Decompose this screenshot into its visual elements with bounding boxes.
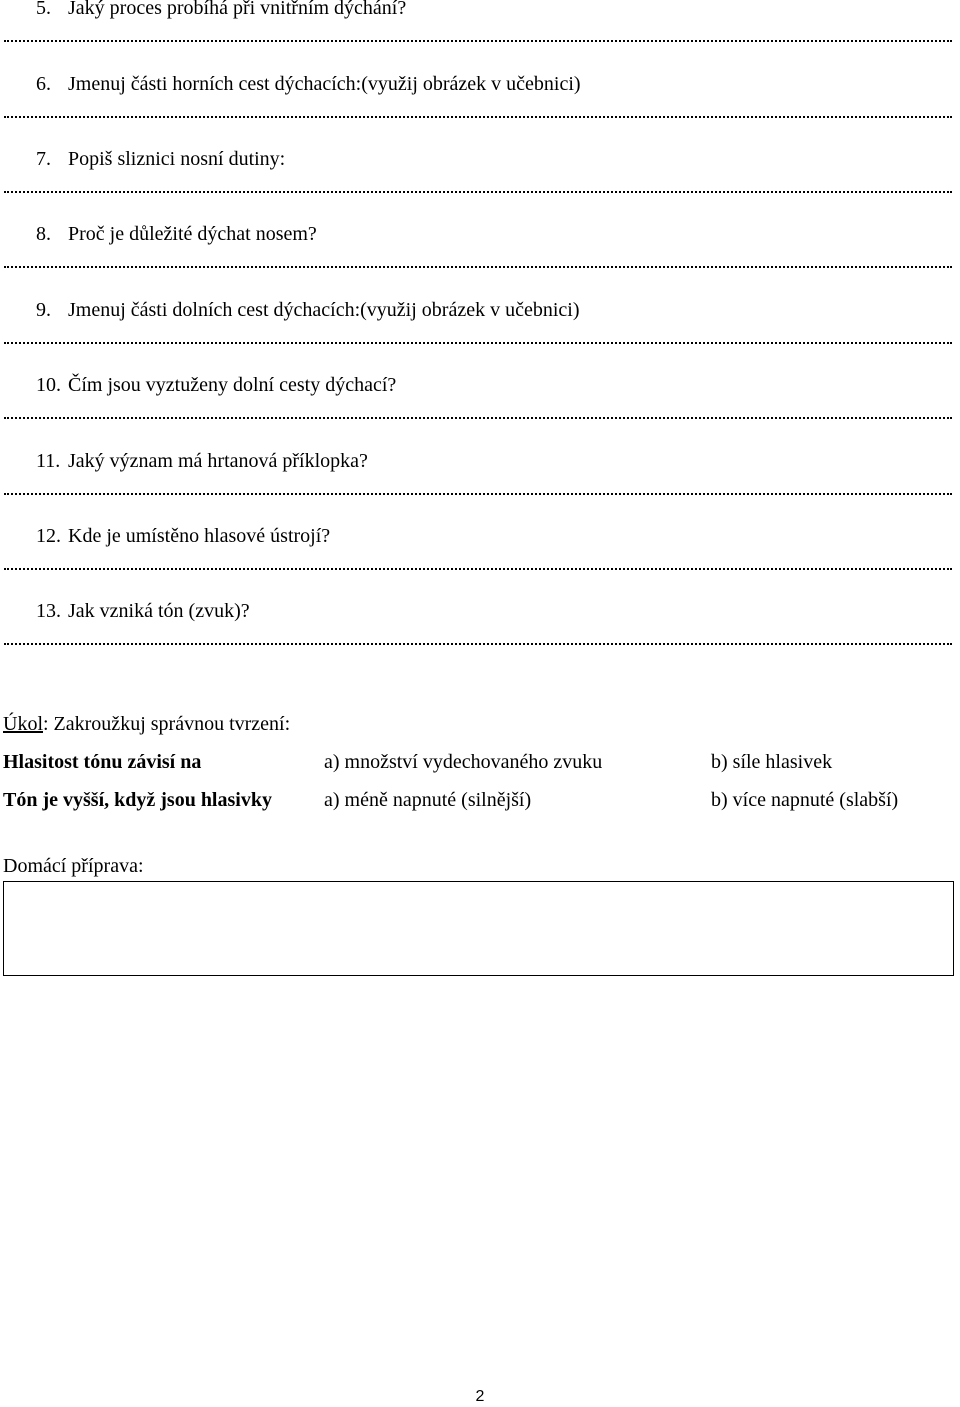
question-9 bbox=[0, 298, 960, 373]
task-option-b[interactable]: b) síle hlasivek bbox=[711, 751, 833, 773]
question-label: Jaký význam má hrtanová příklopka? bbox=[68, 450, 368, 472]
question-8 bbox=[0, 222, 960, 297]
question-6 bbox=[0, 72, 960, 147]
answer-line[interactable] bbox=[4, 483, 952, 495]
question-number: 6. bbox=[36, 73, 51, 95]
question-label: Kde je umístěno hlasové ústrojí? bbox=[68, 525, 331, 547]
question-label: Jaký proces probíhá při vnitřním dýchání? bbox=[68, 0, 407, 19]
question-label: Proč je důležité dýchat nosem? bbox=[68, 223, 317, 245]
question-13 bbox=[0, 599, 960, 674]
question-label: Čím jsou vyztuženy dolní cesty dýchací? bbox=[68, 374, 397, 396]
question-label: Jak vzniká tón (zvuk)? bbox=[68, 600, 250, 622]
question-text bbox=[36, 373, 396, 397]
answer-line[interactable] bbox=[4, 30, 952, 42]
question-text bbox=[36, 0, 406, 20]
question-label: Jmenuj části horních cest dýchacích:(využij obrázek v učebnici) bbox=[68, 73, 581, 95]
question-text bbox=[36, 298, 579, 322]
homework-label: Domácí příprava: bbox=[3, 855, 144, 877]
question-text bbox=[36, 449, 368, 473]
question-number: 10. bbox=[36, 374, 61, 396]
task-statement: Tón je vyšší, když jsou hlasivky bbox=[3, 789, 272, 811]
question-text bbox=[36, 222, 317, 246]
task-label-instruction: : Zakroužkuj správnou tvrzení: bbox=[43, 713, 291, 735]
task-option-b[interactable]: b) více napnuté (slabší) bbox=[711, 789, 899, 811]
question-text bbox=[36, 72, 581, 96]
question-7 bbox=[0, 147, 960, 222]
task-label bbox=[3, 712, 290, 736]
question-number: 7. bbox=[36, 148, 51, 170]
question-number: 5. bbox=[36, 0, 51, 19]
answer-line[interactable] bbox=[4, 256, 952, 268]
answer-line[interactable] bbox=[4, 106, 952, 118]
page-number: 2 bbox=[475, 1388, 485, 1405]
question-10 bbox=[0, 373, 960, 448]
task-statement: Hlasitost tónu závisí na bbox=[3, 751, 202, 773]
answer-line[interactable] bbox=[4, 332, 952, 344]
homework-box[interactable] bbox=[3, 881, 954, 976]
question-text bbox=[36, 147, 285, 171]
question-number: 12. bbox=[36, 525, 61, 547]
question-12 bbox=[0, 524, 960, 599]
answer-line[interactable] bbox=[4, 407, 952, 419]
question-number: 13. bbox=[36, 600, 61, 622]
task-option-a[interactable]: a) množství vydechovaného zvuku bbox=[324, 751, 603, 773]
answer-line[interactable] bbox=[4, 558, 952, 570]
task-row bbox=[0, 788, 960, 816]
task-label-keyword: Úkol bbox=[3, 713, 43, 735]
task-row bbox=[0, 750, 960, 778]
question-number: 11. bbox=[36, 450, 61, 472]
answer-line[interactable] bbox=[4, 181, 952, 193]
question-text bbox=[36, 599, 250, 623]
question-11 bbox=[0, 449, 960, 524]
answer-line[interactable] bbox=[4, 633, 952, 645]
question-number: 9. bbox=[36, 299, 51, 321]
question-number: 8. bbox=[36, 223, 51, 245]
task-option-a[interactable]: a) méně napnuté (silnější) bbox=[324, 789, 532, 811]
question-label: Jmenuj části dolních cest dýchacích:(využij obrázek v učebnici) bbox=[68, 299, 580, 321]
question-text bbox=[36, 524, 330, 548]
question-label: Popiš sliznici nosní dutiny: bbox=[68, 148, 286, 170]
question-5 bbox=[0, 0, 960, 71]
